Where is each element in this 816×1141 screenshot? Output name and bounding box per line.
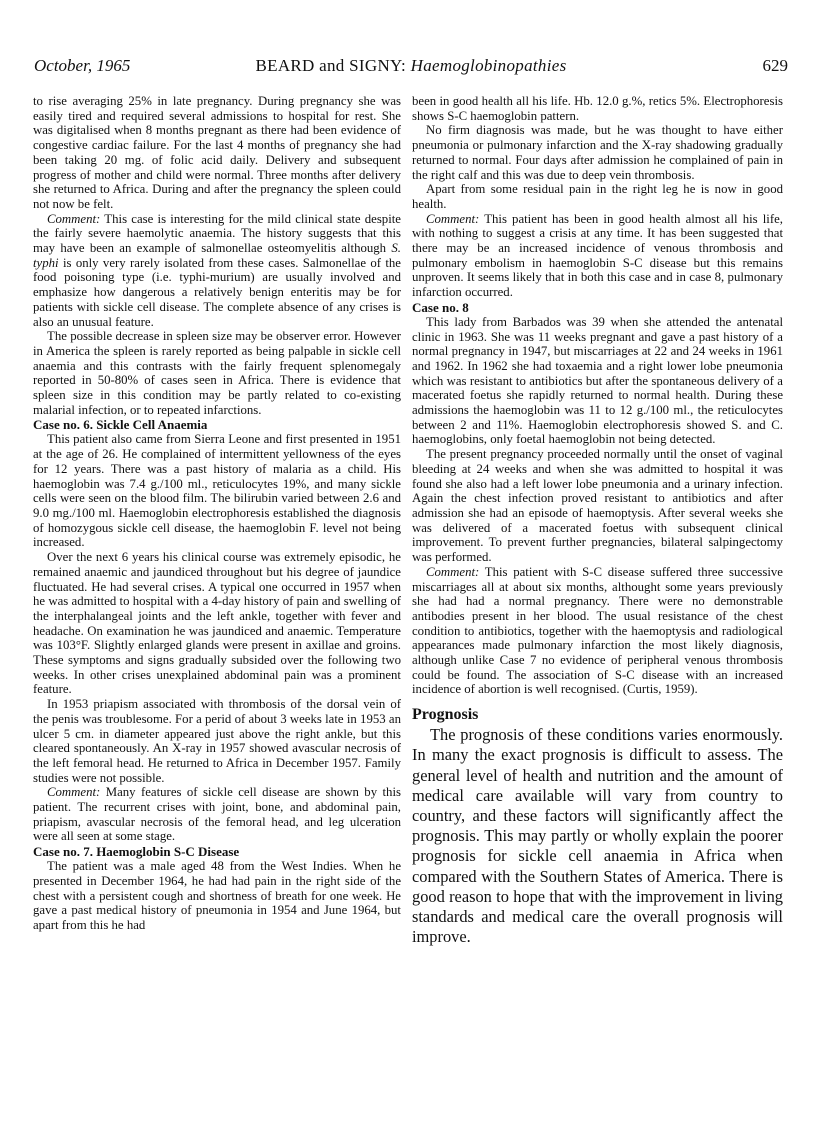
comment-case-8 <box>412 565 783 697</box>
page-number: 629 <box>762 56 788 75</box>
comment-text: This patient has been in good health almost all his life, with nothing to suggest a crisis at any time. It has been suggested that there may be an increased incidence of venous thrombosis and pulmonary embolism in haemoglobin S-C disease but this remains unproven. It seems likely that in both this case and in case 8, pulmonary infarction occurred. <box>412 211 783 300</box>
comment-label: Comment: <box>426 564 480 579</box>
left-column <box>33 94 401 933</box>
right-column <box>412 94 783 947</box>
case-6-paragraph-3: In 1953 priapism associated with thrombosis of the dorsal vein of the penis was troublesome. For a perid of about 3 weeks late in 1953 an ulcer 5 cm. in diameter appeared just above the right ankle, but this cleared spontaneously. An X-ray in 1957 showed avascular necrosis of the left femoral head. He returned to Africa in December 1957. Family studies were not possible. <box>33 697 401 785</box>
comment-text: This case is interesting for the mild clinical state despite the fairly severe haemolytic anaemia. The history suggests that this may have been an example of salmonellae osteomyelitis although <box>33 211 401 256</box>
comment-label: Comment: <box>426 211 480 226</box>
running-authors: BEARD and SIGNY: <box>255 56 407 75</box>
case-7-heading: Case no. 7. Haemoglobin S-C Disease <box>33 844 240 860</box>
comment-label: Comment: <box>47 785 101 800</box>
case-6-heading: Case no. 6. Sickle Cell Anaemia <box>33 417 208 433</box>
comment-case-6 <box>33 785 401 844</box>
case-7-paragraph-2: No firm diagnosis was made, but he was thought to have either pneumonia or pulmonary infarction and the X-ray shadowing gradually returned to normal. Four days after admission he complained of pain in the right calf and this was due to deep vein thrombosis. <box>412 123 783 182</box>
running-title <box>34 56 788 76</box>
paragraph-continuation: to rise averaging 25% in late pregnancy. During pregnancy she was easily tired and required several admissions to hospital for rest. She was digitalised when 8 months pregnant as there had been evidence of congestive cardiac failure. For the last 4 months of pregnancy she had been taking 20 mg. of folic acid daily. Delivery and subsequent progress of mother and child were normal. Three months after delivery she returned to Africa. During and after the pregnancy the spleen could not now be felt. <box>33 94 401 211</box>
comment-text-continued: is only very rarely isolated from these cases. Salmonellae of the food poisoning type (i.e. typhi-murium) are usually involved and emphasize how dangerous a relatively benign enteritis may be for patients with sickle cell disease. The complete absence of any crises is also an unusual feature. <box>33 255 401 329</box>
prognosis-heading: Prognosis <box>412 706 479 724</box>
case-8-heading: Case no. 8 <box>412 299 469 315</box>
case-6-paragraph-1: This patient also came from Sierra Leone and first presented in 1951 at the age of 26. He complained of intermittent yellowness of the eyes for 12 years. There was a past history of malaria as a child. His haemoglobin was 7.4 g./100 ml., reticulocytes 19%, and many sickle cells were seen on the blood film. The bilirubin varied between 2.6 and 9.0 mg./100 ml. Haemoglobin electrophoresis established the diagnosis of homozygous sickle cell disease, the haemoglobin F. level not being increased. <box>33 432 401 550</box>
case-8-paragraph-2: The present pregnancy proceeded normally until the onset of vaginal bleeding at 24 weeks and when she was admitted to hospital it was found she also had a left lower lobe pneumonia and a urinary infection. Again the chest infection proved resistant to antibiotics and after admission she had an episode of haemoptysis. After several weeks she was delivered of a macerated foetus with subsequent clinical improvement. To prevent further pregnancies, bilateral salpingectomy was performed. <box>412 447 783 565</box>
issue-date: October, 1965 <box>34 56 131 75</box>
case-7-paragraph-3: Apart from some residual pain in the right leg he is now in good health. <box>412 182 783 211</box>
comment-text: This patient with S-C disease suffered three successive miscarriages all at about six months, althought some years previously she had had a normal pregnancy. There were no demonstrable antibodies present in her blood. The usual resistance of the chest condition to antibiotics, together with the haemoptysis and radiological appearances made pulmonary infarction the most likely diagnosis, although unlike Case 7 no evidence of peripheral venous thrombosis could be found. The association of S-C disease with an increased incidence of abortion is well recognised. (Curtis, 1959). <box>412 564 783 697</box>
prognosis-paragraph: The prognosis of these conditions varies enormously. In many the exact prognosis is difficult to assess. The general level of health and nutrition and the amount of medical care available will vary from country to country, and these factors will significantly affect the prognosis. This may partly or wholly explain the poorer prognosis for sickle cell anaemia in Africa when compared with the Southern States of America. There is good reason to hope that with the improvement in living standards and medical care the overall prognosis will improve. <box>412 725 783 947</box>
comment-case-5 <box>33 212 401 330</box>
comment-label: Comment: <box>47 211 101 226</box>
paragraph-spleen: The possible decrease in spleen size may be observer error. However in America the spleen is rarely reported as being palpable in sickle cell anaemia and this contrasts with the fairly frequent splenomegaly reported in 50-80% of cases seen in Africa. There is evidence that spleen size in this condition may be partly related to co-existing malarial infection, or to repeated infarctions. <box>33 329 401 417</box>
case-6-paragraph-2: Over the next 6 years his clinical course was extremely episodic, he remained anaemic and jaundiced throughout but his degree of jaundice fluctuated. He had several crises. A typical one occurred in 1957 when he was admitted to hospital with a 4-day history of pain and swelling of the interphalangeal joints and the left ankle, together with fever and headache. On examination he was jaundiced and anaemic. Temperature was 103°F. Slightly enlarged glands were present in axillae and groins. These symptoms and signs gradually subsided over the following two weeks. In other crises unexplained abdominal pain was a prominent feature. <box>33 550 401 697</box>
running-journal-title: Haemoglobinopathies <box>410 56 567 75</box>
comment-text: Many features of sickle cell disease are shown by this patient. The recurrent crises with joint, bone, and abdominal pain, priapism, avascular necrosis of the femoral head, and leg ulceration were all seen at some stage. <box>33 785 401 844</box>
case-7-continuation: been in good health all his life. Hb. 12.0 g.%, retics 5%. Electrophoresis shows S-C haemoglobin pattern. <box>412 94 783 123</box>
case-8-paragraph-1: This lady from Barbados was 39 when she attended the antenatal clinic in 1963. She was 11 weeks pregnant and gave a past history of a normal pregnancy in 1947, but miscarriages at 22 and 24 weeks in 1961 and 1962. In 1962 she had toxaemia and a right lower lobe pneumonia which was resistant to antibiotics but after the spontaneous delivery of a macerated foetus she rapidly returned to normal health. During these admissions the haemoglobin was 11 to 12 g./100 ml., the reticulocytes between 2 and 11%. Haemoglobin electrophoresis showed S. and C. haemoglobins, only foetal haemoglobin not being detected. <box>412 314 783 447</box>
organism-name: S. typhi <box>33 241 401 270</box>
running-header <box>34 56 788 82</box>
case-7-paragraph-1: The patient was a male aged 48 from the West Indies. When he presented in December 1964, he had had pain in the right side of the chest with a persistent cough and shortness of breath for one week. He gave a past medical history of pneumonia in 1954 and June 1964, but apart from this he had <box>33 859 401 932</box>
comment-case-7 <box>412 212 783 300</box>
